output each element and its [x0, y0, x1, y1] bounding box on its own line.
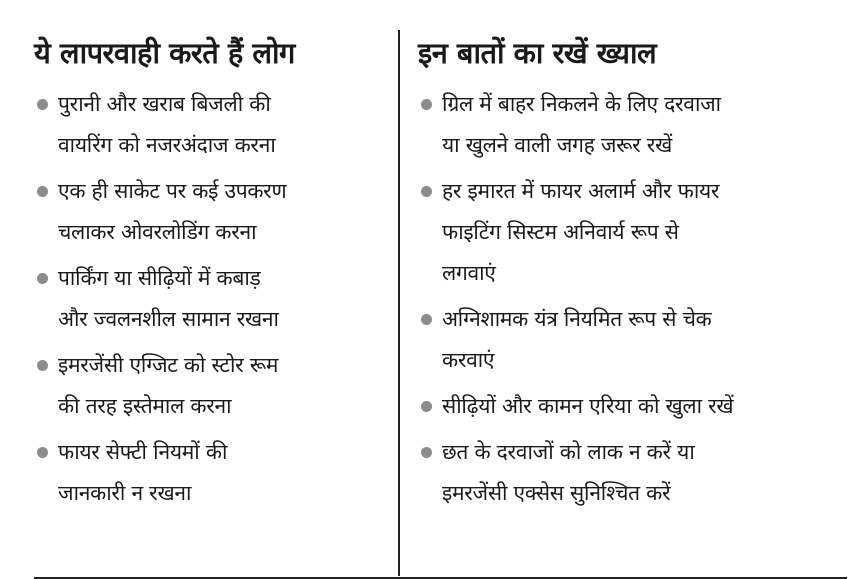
bullet-icon [421, 401, 432, 412]
item-line: ग्रिल में बाहर निकलने के लिए दरवाजा [442, 92, 721, 116]
item-line: अग्निशामक यंत्र नियमित रूप से चेक [442, 307, 712, 331]
list-item [34, 345, 386, 427]
bullet-icon [37, 273, 48, 284]
item-line: लगवाएं [442, 261, 496, 285]
item-line: या खुलने वाली जगह जरूर रखें [442, 133, 672, 157]
list-item [418, 299, 843, 381]
item-line: फायर सेफ्टी नियमों की [58, 440, 228, 464]
right-heading: इन बातों का रखें ख्याल [418, 36, 657, 70]
list-item [34, 258, 386, 340]
item-line: इमरजेंसी एग्जिट को स्टोर रूम [58, 353, 279, 377]
column-divider [398, 30, 400, 576]
item-line: करवाएं [442, 348, 495, 372]
bullet-icon [37, 186, 48, 197]
left-column [34, 28, 386, 519]
bullet-icon [421, 186, 432, 197]
bullet-icon [37, 99, 48, 110]
item-line: चलाकर ओवरलोडिंग करना [58, 220, 257, 244]
bullet-icon [421, 99, 432, 110]
item-line: पुरानी और खराब बिजली की [58, 92, 271, 116]
right-column [418, 28, 843, 519]
list-item [418, 432, 843, 514]
item-line: छत के दरवाजों को लाक न करें या [442, 440, 695, 464]
left-heading: ये लापरवाही करते हैं लोग [34, 36, 295, 70]
list-item [418, 84, 843, 166]
list-item [418, 386, 843, 427]
item-line: हर इमारत में फायर अलार्म और फायर [442, 179, 720, 203]
bullet-icon [37, 360, 48, 371]
list-item [34, 432, 386, 514]
list-item [418, 171, 843, 294]
bullet-icon [421, 447, 432, 458]
bullet-icon [421, 314, 432, 325]
list-item [34, 171, 386, 253]
item-line: सीढ़ियों और कामन एरिया को खुला रखें [442, 394, 734, 418]
item-line: की तरह इस्तेमाल करना [58, 394, 232, 418]
bullet-icon [37, 447, 48, 458]
item-line: पार्किंग या सीढ़ियों में कबाड़ [58, 266, 261, 290]
left-list [34, 84, 386, 514]
item-line: एक ही साकेट पर कई उपकरण [58, 179, 287, 203]
item-line: और ज्वलनशील सामान रखना [58, 307, 279, 331]
item-line: इमरजेंसी एक्सेस सुनिश्चित करें [442, 481, 671, 505]
item-line: फाइटिंग सिस्टम अनिवार्य रूप से [442, 220, 679, 244]
item-line: जानकारी न रखना [58, 481, 192, 505]
item-line: वायरिंग को नजरअंदाज करना [58, 133, 276, 157]
list-item [34, 84, 386, 166]
right-list [418, 84, 843, 514]
